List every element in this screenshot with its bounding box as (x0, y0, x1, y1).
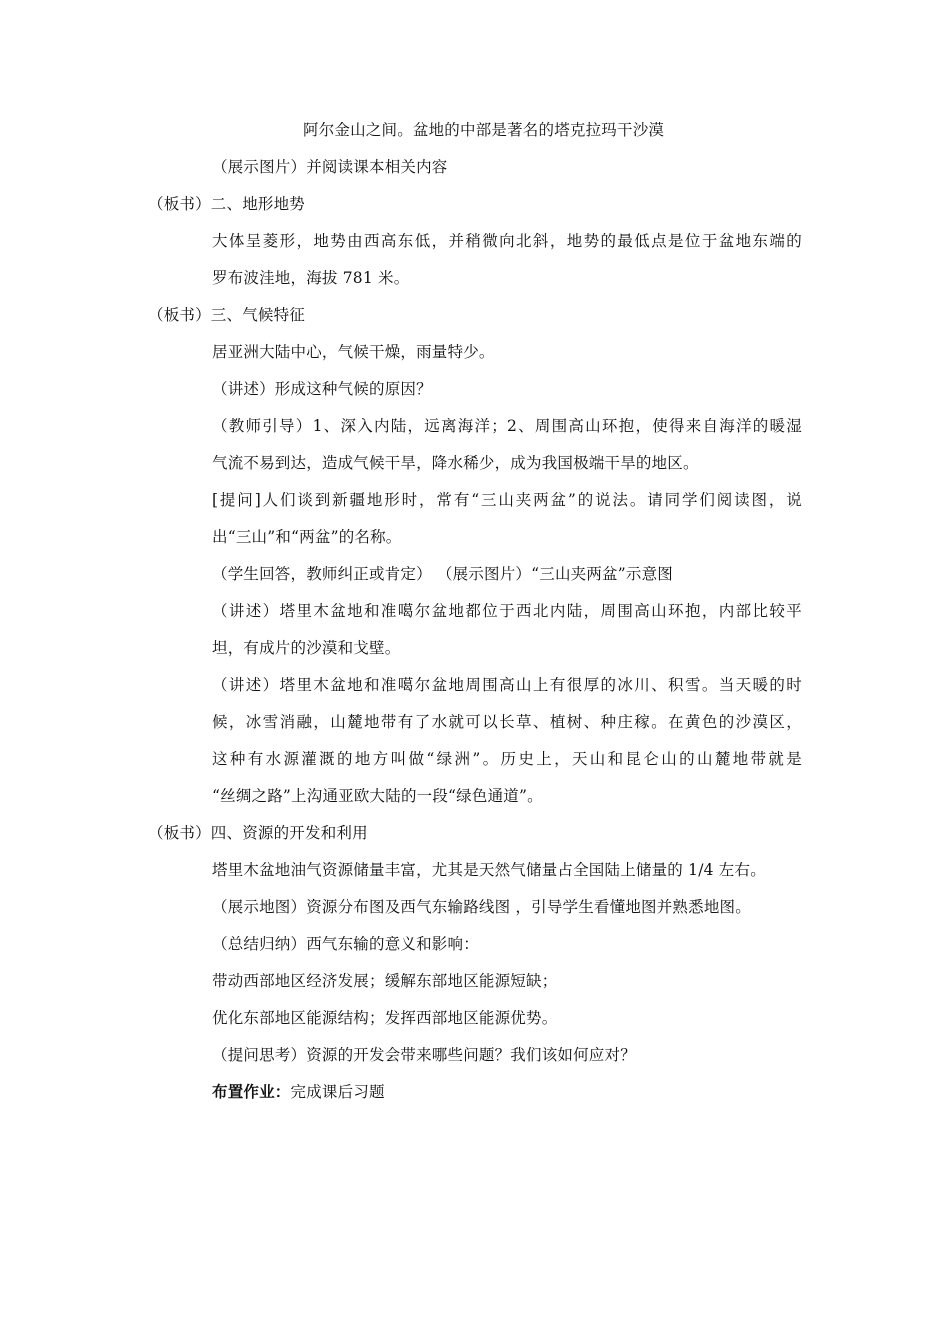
section-heading-terrain: （板书）二、地形地势 (148, 195, 306, 213)
text-line-22: （展示地图）资源分布图及西气东输路线图 ，引导学生看懂地图并熟悉地图。 (212, 898, 751, 916)
text-line-5: 罗布波洼地，海拔 781 米。 (212, 269, 410, 287)
homework-label: 布置作业： (212, 1083, 291, 1101)
text-line-17: 候，冰雪消融，山麓地带有了水就可以长草、植树、种庄稼。在黄色的沙漠区， (212, 713, 802, 731)
text-line-4: 大体呈菱形，地势由西高东低，并稍微向北斜，地势的最低点是位于盆地东端的 (212, 232, 802, 250)
homework-text: 完成课后习题 (290, 1083, 385, 1101)
text-line-1: 阿尔金山之间。盆地的中部是著名的塔克拉玛干沙漠 (303, 121, 665, 139)
text-line-9: （教师引导）1、深入内陆，远离海洋；2、周围高山环抱，使得来自海洋的暖湿 (212, 417, 802, 435)
text-line-14: （讲述）塔里木盆地和准噶尔盆地都位于西北内陆，周围高山环抱，内部比较平 (212, 602, 802, 620)
text-line-2: （展示图片）并阅读课本相关内容 (212, 158, 448, 176)
text-line-13: （学生回答，教师纠正或肯定） （展示图片）“三山夹两盆”示意图 (212, 565, 673, 583)
text-line-15: 坦，有成片的沙漠和戈壁。 (212, 639, 401, 657)
section-heading-resources: （板书）四、资源的开发和利用 (148, 824, 368, 842)
text-line-11: [提问]人们谈到新疆地形时，常有“三山夹两盆”的说法。请同学们阅读图，说 (212, 491, 802, 509)
homework-line (212, 1082, 385, 1102)
text-line-12: 出“三山”和“两盆”的名称。 (212, 528, 402, 546)
text-line-7: 居亚洲大陆中心，气候干燥，雨量特少。 (212, 343, 495, 361)
text-line-18: 这种有水源灌溉的地方叫做“绿洲”。历史上，天山和昆仑山的山麓地带就是 (212, 750, 802, 768)
text-line-19: “丝绸之路”上沟通亚欧大陆的一段“绿色通道”。 (212, 787, 543, 805)
text-line-21: 塔里木盆地油气资源储量丰富，尤其是天然气储量占全国陆上储量的 1/4 左右。 (212, 861, 766, 879)
text-line-23: （总结归纳）西气东输的意义和影响： (212, 935, 479, 953)
text-line-25: 优化东部地区能源结构；发挥西部地区能源优势。 (212, 1009, 558, 1027)
text-line-26: （提问思考）资源的开发会带来哪些问题？我们该如何应对？ (212, 1046, 636, 1064)
text-line-24: 带动西部地区经济发展；缓解东部地区能源短缺； (212, 972, 558, 990)
text-line-16: （讲述）塔里木盆地和准噶尔盆地周围高山上有很厚的冰川、积雪。当天暖的时 (212, 676, 802, 694)
text-line-10: 气流不易到达，造成气候干旱，降水稀少，成为我国极端干旱的地区。 (212, 454, 699, 472)
text-line-8: （讲述）形成这种气候的原因？ (212, 380, 432, 398)
section-heading-climate: （板书）三、气候特征 (148, 306, 306, 324)
